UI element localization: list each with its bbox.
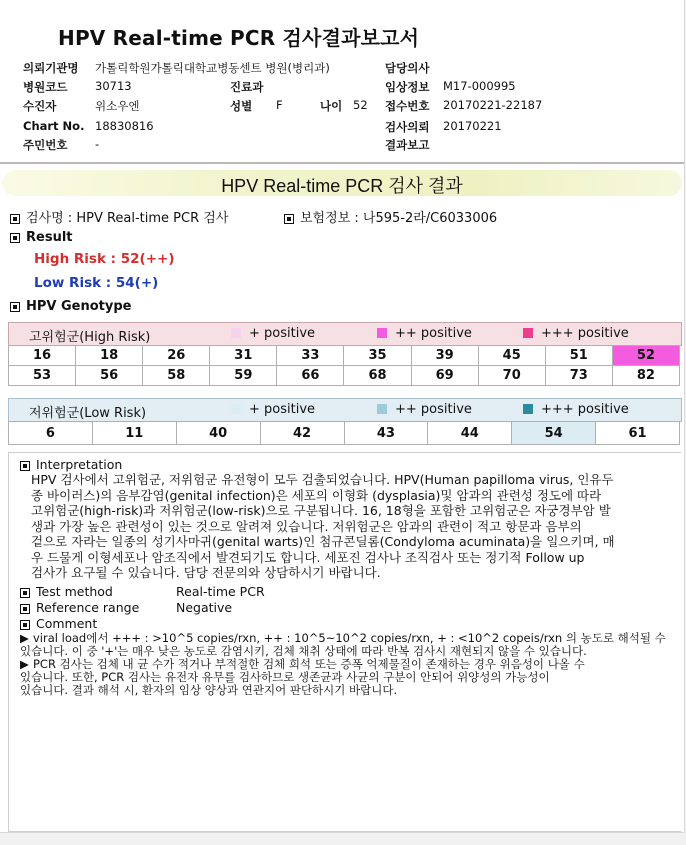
age-row (320, 98, 368, 114)
bullet-square-icon (284, 214, 294, 224)
department-label: 진료과 (230, 80, 264, 94)
banner-title-sub: 검사 결과 (383, 176, 463, 196)
comment-heading (20, 616, 97, 631)
bullet-square-icon (20, 620, 30, 630)
result-heading (10, 230, 73, 245)
comment-line: viral load에서 +++ : >10^5 copies/rxn, ++ : 10^5~10^2 copies/rxn, + : <10^2 copeis/rxn 의 농도로 해석될 수 (33, 631, 666, 645)
legend-plus-label: + positive (249, 326, 316, 341)
high-risk-genotype-title: 고위험군(High Risk) (29, 330, 151, 345)
insurance-label: 보험정보 : (300, 211, 363, 226)
request-date-row (385, 119, 502, 135)
institution-row (23, 60, 330, 76)
genotype-heading-text: HPV Genotype (26, 299, 132, 314)
genotype-cell: 6 (9, 422, 93, 445)
legend-plus-plus-label: ++ positive (395, 402, 472, 417)
comment-item (20, 632, 680, 658)
genotype-cell: 73 (545, 366, 612, 386)
genotype-cell: 44 (428, 422, 512, 445)
legend-plus-plus-plus-label: +++ positive (541, 402, 629, 417)
low-risk-result (34, 275, 158, 291)
genotype-cell: 51 (545, 346, 612, 366)
test-name-label: 검사명 : (26, 211, 77, 226)
interpretation-text (31, 472, 615, 581)
insurance-row (284, 207, 497, 226)
legend-swatch-icon (377, 328, 387, 338)
report-title: HPV Real-time PCR 검사결과보고서 (58, 26, 420, 50)
comment-line: PCR 검사는 검체 내 균 수가 적거나 부적절한 검체 희석 또는 증폭 억제물질이 존재하는 경우 위음성이 나올 수 (33, 657, 585, 671)
legend-plus-plus-plus-label: +++ positive (541, 326, 629, 341)
genotype-cell: 18 (76, 346, 143, 366)
sex-row (230, 98, 283, 114)
result-report-row (385, 137, 429, 153)
hospital-code-value: 30713 (95, 79, 132, 93)
request-date-value: 20170221 (443, 119, 502, 133)
arrow-right-icon: ▶ (20, 631, 29, 645)
test-method-label: Test method (36, 584, 113, 599)
interpretation-line: 검사가 요구될 수 있습니다. 담당 전문의와 상담하시기 바랍니다. (31, 565, 381, 580)
resident-no-value: - (95, 137, 100, 151)
genotype-cell: 66 (277, 366, 344, 386)
genotype-cell: 35 (344, 346, 411, 366)
resident-no-label: 주민번호 (23, 138, 68, 152)
genotype-cell: 45 (478, 346, 545, 366)
legend-plus-plus-label: ++ positive (395, 326, 472, 341)
table-row (9, 366, 680, 386)
interpretation-line: 종 바이러스)의 음부감염(genital infection)은 세포의 이형화 (dysplasia)및 암과의 관련성 정도에 따라 (31, 487, 602, 503)
age-label: 나이 (320, 99, 343, 113)
test-name-value: HPV Real-time PCR 검사 (76, 211, 229, 226)
patient-row (23, 98, 140, 114)
legend-plus (231, 326, 315, 341)
doctor-row (385, 60, 429, 76)
bullet-square-icon (10, 233, 20, 243)
genotype-cell: 59 (210, 366, 277, 386)
receipt-no-label: 접수번호 (385, 99, 430, 113)
genotype-cell: 43 (344, 422, 428, 445)
reference-range-value: Negative (176, 600, 233, 615)
interpretation-heading-text: Interpretation (36, 457, 123, 472)
legend-swatch-icon (523, 404, 533, 414)
banner-title (2, 172, 682, 198)
genotype-cell-positive: 52 (612, 346, 679, 366)
bullet-square-icon (20, 588, 30, 598)
resident-no-row (23, 137, 100, 153)
genotype-cell: 53 (9, 366, 76, 386)
genotype-cell: 42 (260, 422, 344, 445)
chart-no-row (23, 119, 154, 133)
low-risk-value: 54(+) (115, 275, 159, 291)
arrow-right-icon: ▶ (20, 657, 29, 671)
high-risk-label: High Risk : (34, 251, 121, 267)
result-banner (2, 170, 682, 196)
interpretation-line: 생과 가장 높은 관련성이 있는 것으로 알려져 있습니다. 저위험군은 암과의 관련이 적고 항문과 음부의 (31, 518, 582, 534)
insurance-value: 나595-2라/C6033006 (362, 211, 498, 226)
hospital-code-row (23, 79, 132, 95)
genotype-cell: 39 (411, 346, 478, 366)
interpretation-line: 고위험군(high-risk)과 저위험군(low-risk)으로 구분됩니다. 16, 18형을 포함한 고위험군은 자궁경부암 발 (31, 503, 611, 518)
doctor-label: 담당의사 (385, 61, 430, 75)
chart-no-label: Chart No. (23, 119, 85, 133)
clinical-info-row (385, 79, 516, 95)
legend-swatch-icon (231, 328, 241, 338)
genotype-cell: 56 (76, 366, 143, 386)
table-row (9, 422, 680, 445)
low-risk-genotype-title: 저위험군(Low Risk) (29, 406, 147, 421)
genotype-cell: 82 (612, 366, 679, 386)
genotype-cell: 31 (210, 346, 277, 366)
test-method-value: Real-time PCR (176, 584, 265, 599)
bullet-square-icon (10, 214, 20, 224)
genotype-cell: 40 (176, 422, 260, 445)
high-risk-result (34, 251, 175, 267)
request-date-label: 검사의뢰 (385, 120, 430, 134)
legend-plus-label: + positive (249, 402, 316, 417)
receipt-no-value: 20170221-22187 (443, 98, 543, 112)
age-value: 52 (353, 98, 368, 112)
genotype-cell: 61 (596, 422, 680, 445)
test-name-row (10, 207, 228, 226)
sex-label: 성별 (230, 99, 253, 113)
result-heading-text: Result (26, 230, 73, 245)
genotype-cell: 58 (143, 366, 210, 386)
genotype-heading (10, 299, 131, 314)
result-report-label: 결과보고 (385, 138, 430, 152)
legend-plus (231, 402, 315, 417)
high-risk-genotype-table (8, 345, 680, 386)
genotype-cell: 26 (143, 346, 210, 366)
low-risk-genotype-table (8, 421, 680, 445)
department-row (230, 79, 263, 95)
genotype-cell: 33 (277, 346, 344, 366)
comment-line: 있습니다. 결과 해석 시, 환자의 임상 양상과 연관지어 판단하시기 바랍니다. (20, 683, 398, 697)
clinical-info-value: M17-000995 (443, 79, 516, 93)
comment-line: 있습니다. 이 중 '+'는 매우 낮은 농도로 감염시키, 검체 채취 상태에 따라 반복 검사시 재현되지 않을 수 있습니다. (20, 644, 587, 658)
bullet-square-icon (10, 302, 20, 312)
clinical-info-label: 임상정보 (385, 80, 430, 94)
legend-plus-plus (377, 402, 472, 417)
interpretation-heading (20, 457, 122, 472)
bullet-square-icon (20, 604, 30, 614)
hospital-code-label: 병원코드 (23, 80, 68, 94)
patient-label: 수진자 (23, 99, 57, 113)
institution-value: 가톨릭학원가톨릭대학교병동센트 병원(병리과) (95, 61, 330, 75)
reference-range-row (20, 600, 233, 615)
test-method-row (20, 584, 265, 599)
header-divider (0, 162, 684, 164)
interpretation-line: HPV 검사에서 고위험군, 저위험군 유전형이 모두 검출되었습니다. HPV(Human papilloma virus, 인유두 (31, 472, 614, 487)
high-risk-value: 52(++) (120, 251, 175, 267)
high-risk-genotype-header (8, 322, 682, 346)
genotype-cell: 16 (9, 346, 76, 366)
comment-item (20, 658, 680, 697)
low-risk-genotype-header (8, 398, 682, 422)
reference-range-label: Reference range (36, 600, 140, 615)
receipt-no-row (385, 98, 543, 114)
legend-plus-plus (377, 326, 472, 341)
table-row (9, 346, 680, 366)
low-risk-label: Low Risk : (34, 275, 116, 291)
genotype-cell: 11 (92, 422, 176, 445)
patient-value: 위소우엔 (95, 99, 140, 113)
legend-plus-plus-plus (523, 402, 629, 417)
sex-value: F (276, 98, 283, 112)
genotype-cell: 68 (344, 366, 411, 386)
genotype-cell: 69 (411, 366, 478, 386)
legend-swatch-icon (231, 404, 241, 414)
comment-line: 있습니다. 또한, PCR 검사는 유전자 유무를 검사하므로 생존균과 사균의 구분이 안되어 위양성의 가능성이 (20, 670, 550, 684)
interpretation-line: 겉으로 자라는 일종의 성기사마귀(genital warts)인 첨규콘딜롬(Condyloma acuminata)을 일으키며, 매 (31, 534, 615, 549)
legend-plus-plus-plus (523, 326, 629, 341)
chart-no-value: 18830816 (95, 119, 154, 133)
legend-swatch-icon (523, 328, 533, 338)
genotype-cell: 70 (478, 366, 545, 386)
legend-swatch-icon (377, 404, 387, 414)
genotype-cell-positive: 54 (512, 422, 596, 445)
bullet-square-icon (20, 461, 30, 471)
institution-label: 의뢰기관명 (23, 61, 79, 75)
interpretation-line: 우 드물게 이형세포나 암조직에서 발견되기도 합니다. 세포진 검사나 조직검사 또는 정기적 Follow up (31, 549, 585, 565)
banner-title-main: HPV Real-time PCR (221, 176, 384, 196)
comment-heading-text: Comment (36, 616, 98, 631)
